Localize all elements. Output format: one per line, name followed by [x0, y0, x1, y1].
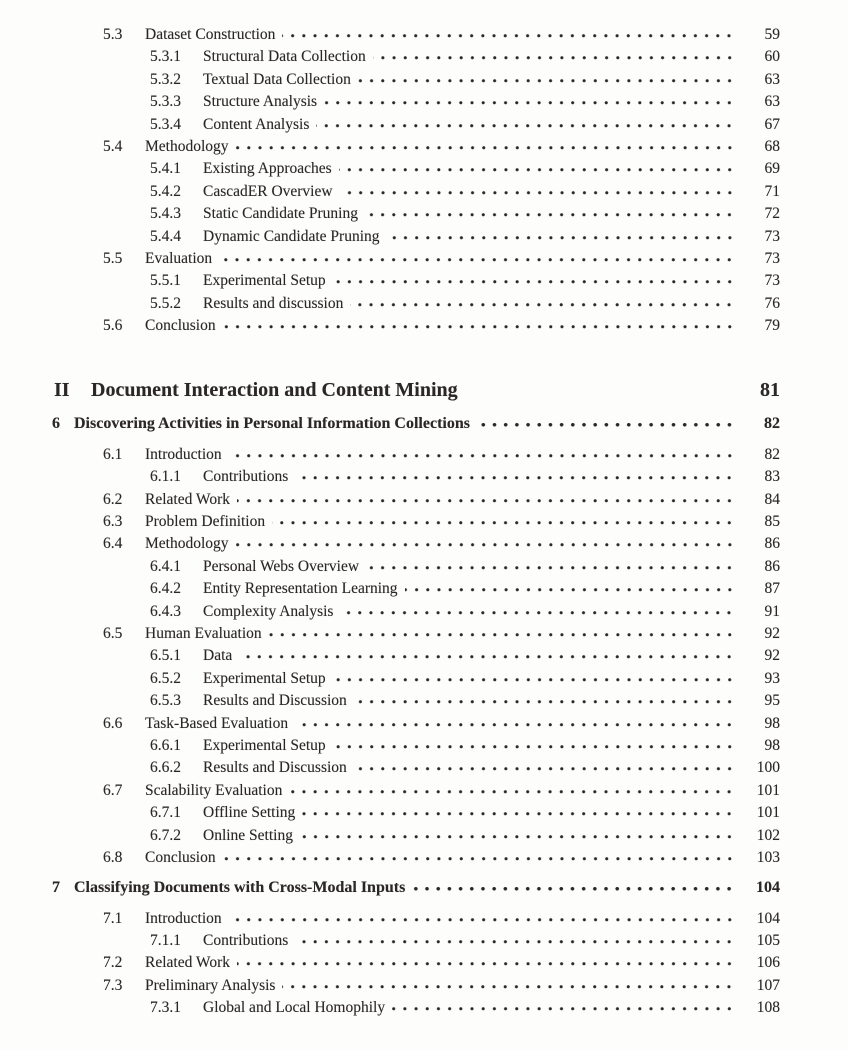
entry-title: Global and Local Homophily	[203, 999, 386, 1017]
entry-number: 6.5.2	[150, 669, 181, 687]
entry-page-number: 69	[764, 160, 780, 178]
entry-title: Textual Data Collection	[203, 70, 351, 88]
entry-title: Experimental Setup	[203, 272, 326, 290]
entry-number: 7.2	[103, 954, 123, 972]
entry-page-number: 60	[764, 48, 780, 66]
toc-entry-6.4.3[interactable]	[150, 601, 780, 623]
dot-leader	[340, 191, 735, 196]
entry-page-number: 95	[764, 692, 780, 710]
entry-page-number: 72	[764, 205, 780, 223]
entry-title: Document Interaction and Content Mining	[91, 379, 458, 402]
entry-title: Introduction	[145, 909, 222, 927]
dot-leader	[300, 835, 735, 840]
entry-number: 6.6	[103, 714, 123, 732]
entry-page-number: 92	[764, 624, 780, 642]
toc-entry-5.3[interactable]	[103, 24, 780, 46]
dot-leader	[223, 325, 735, 330]
entry-page-number: 98	[764, 714, 780, 732]
entry-page-number: 92	[764, 647, 780, 665]
toc-entry-6.4.2[interactable]	[150, 578, 780, 600]
entry-number: 6.6.1	[150, 736, 181, 754]
dot-leader	[316, 124, 735, 129]
toc-entry-6.5[interactable]	[103, 623, 780, 645]
entry-number: 5.5	[103, 249, 123, 267]
toc-entry-II[interactable]	[54, 375, 780, 405]
entry-title: Results and Discussion	[203, 692, 347, 710]
entry-number: 5.3.3	[150, 93, 181, 111]
entry-number: 5.3.1	[150, 48, 181, 66]
entry-page-number: 63	[764, 70, 780, 88]
dot-leader	[282, 34, 735, 39]
entry-title: Conclusion	[145, 848, 216, 866]
entry-page-number: 107	[756, 976, 780, 994]
dot-leader	[295, 476, 735, 481]
toc-entry-5.4.3[interactable]	[150, 203, 780, 225]
toc-entry-5.6[interactable]	[103, 315, 780, 337]
toc-entry-5.5[interactable]	[103, 248, 780, 270]
entry-title: Experimental Setup	[203, 669, 326, 687]
toc-entry-6.8[interactable]	[103, 847, 780, 869]
entry-number: 6.7.1	[150, 804, 181, 822]
toc-entry-5.3.2[interactable]	[150, 69, 780, 91]
toc-entry-7.1[interactable]	[103, 908, 780, 930]
entry-number: 6.6.2	[150, 759, 181, 777]
dot-leader	[302, 812, 735, 817]
entry-title: Contributions	[203, 932, 289, 950]
toc-entry-6.5.3[interactable]	[150, 690, 780, 712]
entry-title: Results and discussion	[203, 294, 344, 312]
entry-number: II	[54, 379, 70, 402]
entry-title: Structural Data Collection	[203, 48, 366, 66]
entry-number: 6.1.1	[150, 468, 181, 486]
toc-entry-6.5.1[interactable]	[150, 645, 780, 667]
entry-title: Methodology	[145, 137, 229, 155]
entry-number: 5.3.4	[150, 115, 181, 133]
entry-page-number: 87	[764, 580, 780, 598]
entry-page-number: 82	[764, 445, 780, 463]
entry-page-number: 85	[764, 513, 780, 531]
entry-number: 7.1	[103, 909, 123, 927]
dot-leader	[289, 790, 735, 795]
entry-page-number: 103	[756, 848, 780, 866]
dot-leader	[465, 391, 735, 396]
entry-page-number: 59	[764, 26, 780, 43]
entry-title: Experimental Setup	[203, 736, 326, 754]
dot-leader	[237, 499, 735, 504]
entry-page-number: 68	[764, 137, 780, 155]
entry-number: 5.5.2	[150, 294, 181, 312]
entry-number: 6.4	[103, 535, 123, 553]
entry-number: 6.2	[103, 490, 123, 508]
entry-number: 5.5.1	[150, 272, 181, 290]
dot-leader	[239, 655, 735, 660]
dot-leader	[392, 1007, 735, 1012]
entry-title: Evaluation	[145, 249, 213, 267]
dot-leader	[340, 611, 735, 616]
entry-title: Scalability Evaluation	[145, 781, 283, 799]
entry-page-number: 101	[756, 804, 780, 822]
entry-title: Related Work	[145, 954, 230, 972]
entry-page-number: 79	[764, 317, 780, 335]
toc-entry-7.3.1[interactable]	[150, 997, 780, 1019]
toc-entry-6.2[interactable]	[103, 489, 780, 511]
toc-entry-5.3.3[interactable]	[150, 91, 780, 113]
entry-number: 7.3	[103, 976, 123, 994]
entry-page-number: 104	[756, 909, 780, 927]
toc-entry-6.7[interactable]	[103, 780, 780, 802]
dot-leader	[295, 940, 735, 945]
entry-title: Complexity Analysis	[203, 602, 334, 620]
entry-title: Static Candidate Pruning	[203, 205, 358, 223]
dot-leader	[236, 543, 735, 548]
entry-title: Existing Approaches	[203, 160, 332, 178]
toc-entry-5.4.4[interactable]	[150, 226, 780, 248]
entry-page-number: 71	[764, 182, 780, 200]
entry-title: Entity Representation Learning	[203, 580, 398, 598]
entry-title: Introduction	[145, 445, 222, 463]
dot-leader	[282, 985, 735, 990]
toc-entry-5.4.2[interactable]	[150, 181, 780, 203]
toc-entry-6.4[interactable]	[103, 533, 780, 555]
entry-number: 6.5	[103, 624, 123, 642]
dot-leader	[412, 887, 735, 892]
toc-entry-5.3.4[interactable]	[150, 114, 780, 136]
entry-number: 6.4.2	[150, 580, 181, 598]
toc-entry-6.1.1[interactable]	[150, 466, 780, 488]
dot-leader	[229, 454, 735, 459]
entry-page-number: 82	[764, 415, 780, 433]
entry-title: Discovering Activities in Personal Information Collections	[74, 415, 470, 433]
entry-number: 6.8	[103, 848, 123, 866]
entry-page-number: 93	[764, 669, 780, 687]
entry-page-number: 76	[764, 294, 780, 312]
toc-entry-6.6.1[interactable]	[150, 735, 780, 757]
toc-entry-7.2[interactable]	[103, 952, 780, 974]
entry-page-number: 86	[764, 535, 780, 553]
entry-title: Online Setting	[203, 826, 293, 844]
entry-page-number: 102	[756, 826, 780, 844]
entry-number: 5.3.2	[150, 70, 181, 88]
entry-title: Dynamic Candidate Pruning	[203, 227, 380, 245]
entry-page-number: 86	[764, 557, 780, 575]
toc-entry-6[interactable]	[52, 413, 780, 435]
dot-leader	[295, 723, 735, 728]
entry-page-number: 101	[756, 781, 780, 799]
entry-title: Contributions	[203, 468, 289, 486]
entry-title: Data	[203, 647, 233, 665]
toc-entry-6.4.1[interactable]	[150, 556, 780, 578]
dot-leader	[477, 423, 735, 428]
entry-title: Problem Definition	[145, 513, 266, 531]
dot-leader	[272, 521, 735, 526]
entry-number: 6.7.2	[150, 826, 181, 844]
entry-page-number: 83	[764, 468, 780, 486]
entry-number: 7.1.1	[150, 932, 181, 950]
toc-entry-7[interactable]	[52, 877, 780, 899]
entry-page-number: 73	[764, 249, 780, 267]
dot-leader	[387, 236, 736, 241]
toc-entry-5.4.1[interactable]	[150, 158, 780, 180]
toc-entry-5.4[interactable]	[103, 136, 780, 158]
entry-page-number: 63	[764, 93, 780, 111]
entry-number: 7.3.1	[150, 999, 181, 1017]
entry-number: 6.1	[103, 445, 123, 463]
entry-page-number: 81	[760, 379, 780, 402]
dot-leader	[223, 857, 735, 862]
entry-number: 7	[52, 879, 60, 897]
entry-title: Conclusion	[145, 317, 216, 335]
entry-number: 6.4.1	[150, 557, 181, 575]
toc-entry-7.1.1[interactable]	[150, 930, 780, 952]
entry-number: 6	[52, 415, 60, 433]
entry-title: Dataset Construction	[145, 26, 276, 43]
dot-leader	[324, 101, 735, 106]
dot-leader	[333, 280, 735, 285]
dot-leader	[350, 303, 735, 308]
entry-number: 5.4.4	[150, 227, 181, 245]
entry-title: Methodology	[145, 535, 229, 553]
entry-number: 5.3	[103, 26, 123, 43]
entry-title: Task-Based Evaluation	[145, 714, 289, 732]
entry-page-number: 91	[764, 602, 780, 620]
entry-page-number: 73	[764, 272, 780, 290]
entry-page-number: 108	[756, 999, 780, 1017]
dot-leader	[354, 700, 735, 705]
entry-page-number: 73	[764, 227, 780, 245]
entry-title: Preliminary Analysis	[145, 976, 276, 994]
toc-entry-7.3[interactable]	[103, 975, 780, 997]
entry-page-number: 84	[764, 490, 780, 508]
entry-title: Content Analysis	[203, 115, 310, 133]
dot-leader	[354, 767, 735, 772]
entry-page-number: 106	[756, 954, 780, 972]
toc-entry-6.7.1[interactable]	[150, 802, 780, 824]
toc-entry-6.1[interactable]	[103, 444, 780, 466]
entry-number: 6.5.3	[150, 692, 181, 710]
entry-title: Results and Discussion	[203, 759, 347, 777]
dot-leader	[269, 633, 735, 638]
entry-number: 6.7	[103, 781, 123, 799]
entry-number: 5.4.2	[150, 182, 181, 200]
entry-page-number: 98	[764, 736, 780, 754]
toc-list	[46, 24, 780, 1020]
entry-number: 5.4	[103, 137, 123, 155]
dot-leader	[236, 146, 735, 151]
dot-leader	[365, 213, 735, 218]
entry-number: 6.4.3	[150, 602, 181, 620]
entry-title: Human Evaluation	[145, 624, 262, 642]
toc-entry-5.5.1[interactable]	[150, 270, 780, 292]
entry-page-number: 105	[756, 932, 780, 950]
entry-title: Offline Setting	[203, 804, 296, 822]
dot-leader	[358, 79, 735, 84]
toc-entry-6.6[interactable]	[103, 713, 780, 735]
entry-page-number: 100	[756, 759, 780, 777]
entry-title: Related Work	[145, 490, 230, 508]
entry-page-number: 104	[756, 879, 780, 897]
entry-title: Personal Webs Overview	[203, 557, 360, 575]
dot-leader	[219, 258, 735, 263]
dot-leader	[333, 745, 735, 750]
toc-entry-6.7.2[interactable]	[150, 825, 780, 847]
toc-entry-6.3[interactable]	[103, 511, 780, 533]
toc-entry-5.5.2[interactable]	[150, 293, 780, 315]
dot-leader	[333, 678, 735, 683]
dot-leader	[373, 56, 735, 61]
dot-leader	[366, 566, 735, 571]
entry-number: 6.3	[103, 513, 123, 531]
dot-leader	[229, 918, 735, 923]
entry-title: CascadER Overview	[203, 182, 333, 200]
toc-entry-6.5.2[interactable]	[150, 668, 780, 690]
toc-entry-5.3.1[interactable]	[150, 46, 780, 68]
dot-leader	[405, 588, 735, 593]
entry-page-number: 67	[764, 115, 780, 133]
dot-leader	[237, 962, 735, 967]
entry-number: 6.5.1	[150, 647, 181, 665]
entry-title: Classifying Documents with Cross-Modal Inputs	[74, 879, 406, 897]
entry-number: 5.4.3	[150, 205, 181, 223]
entry-title: Structure Analysis	[203, 93, 318, 111]
dot-leader	[339, 168, 735, 173]
toc-entry-6.6.2[interactable]	[150, 757, 780, 779]
entry-number: 5.6	[103, 317, 123, 335]
entry-number: 5.4.1	[150, 160, 181, 178]
